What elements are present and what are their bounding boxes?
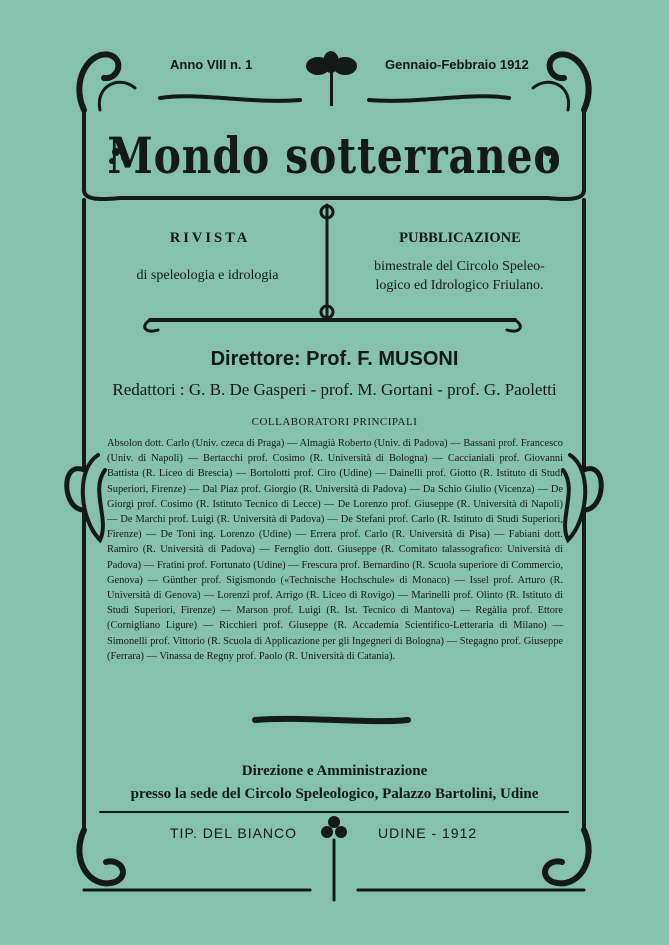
subtitle-left-text: di speleologia e idrologia xyxy=(136,268,279,283)
journal-title: Mondo sotterraneo xyxy=(107,126,562,185)
printer-name: TIP. DEL BIANCO xyxy=(170,825,298,841)
administration-block xyxy=(0,760,669,806)
collaborators-heading: COLLABORATORI PRINCIPALI xyxy=(251,416,418,428)
editors-line: Redattori : G. B. De Gasperi - prof. M. Gortani - prof. G. Paoletti xyxy=(112,380,557,399)
administration-line1: Direzione e Amministrazione xyxy=(241,763,428,779)
subtitle-right-heading: PUBBLICAZIONE xyxy=(399,230,521,246)
subtitle-right-line1: bimestrale del Circolo Speleo- xyxy=(374,259,545,274)
printer-place-year: UDINE - 1912 xyxy=(378,825,478,841)
flower-ornament-top xyxy=(306,51,357,106)
director-line: Direttore: Prof. F. MUSONI xyxy=(210,348,459,370)
subtitle-right-line2: logico ed Idrologico Friulano. xyxy=(375,278,544,293)
issue-date: Gennaio-Febbraio 1912 xyxy=(385,57,529,72)
clover-ornament-bottom xyxy=(321,816,347,838)
collaborators-list: Absolon dott. Carlo (Univ. czeca di Praga) — Almagià Roberto (Univ. di Padova) — Bassani prof. Francesco (Univ. di Napoli) — Bertacchi prof. Cosimo (R. Università di Bologna) — Caccianiali prof. Giovanni Battista (R. Liceo di Brescia) — Bortolotti prof. Ciro (Udine) — Dainelli prof. Giotto (R. Istituto di Studi Superiori, Firenze) — Dal Piaz prof. Giorgio (R. Università di Padova) — Da Schio Giulio (Vicenza) — De Giorgi prof. Cosimo (R. Istituto Tecnico di Lecce) — De Lorenzo prof. Giuseppe (R. Università di Napoli) — De Marchi prof. Luigi (R. Università di Padova) — De Stefani prof. Carlo (R. Istituto di Studi Superiori, Firenze) — De Toni ing. Lorenzo (Udine) — Errera prof. Carlo (R. Università di Pisa) — Fabiani dott. Ramiro (R. Università di Padova) — Fernglio dott. Giuseppe (R. Comitato talassografico: Università di Padova) — Fratini prof. Fortunato (Udine) — Frescura prof. Bernardino (R. Scuola superiore di Commercio, Genova) — Günther prof. Sigismondo («Technische Hochschule» di Monaco) — Issel prof. Arturo (R. Università di Genova) — Lorenzi prof. Arrigo (R. Liceo di Rovigo) — Marinelli prof. Olinto (R. Istituto di Studi Superiori, Firenze) — Marson prof. Luigi (R. Ist. Tecnico di Mantova) — Regàlia prof. Ettore (Cornigliano Ligure) — Ricchieri prof. Giuseppe (R. Accademia Scientifico-Letteraria di Milano) — Simonelli prof. Vittorio (R. Scuola di Applicazione per gli Ingegneri di Bologna) — Stegagno prof. Giuseppe (Ferrara) — Vinassa de Regny prof. Paolo (R. Università di Catania). xyxy=(107,438,563,662)
administration-line2: presso la sede del Circolo Speleologico, Palazzo Bartolini, Udine xyxy=(130,786,539,802)
subtitle-left-heading: RIVISTA xyxy=(169,230,251,246)
issue-number: Anno VIII n. 1 xyxy=(170,57,253,72)
